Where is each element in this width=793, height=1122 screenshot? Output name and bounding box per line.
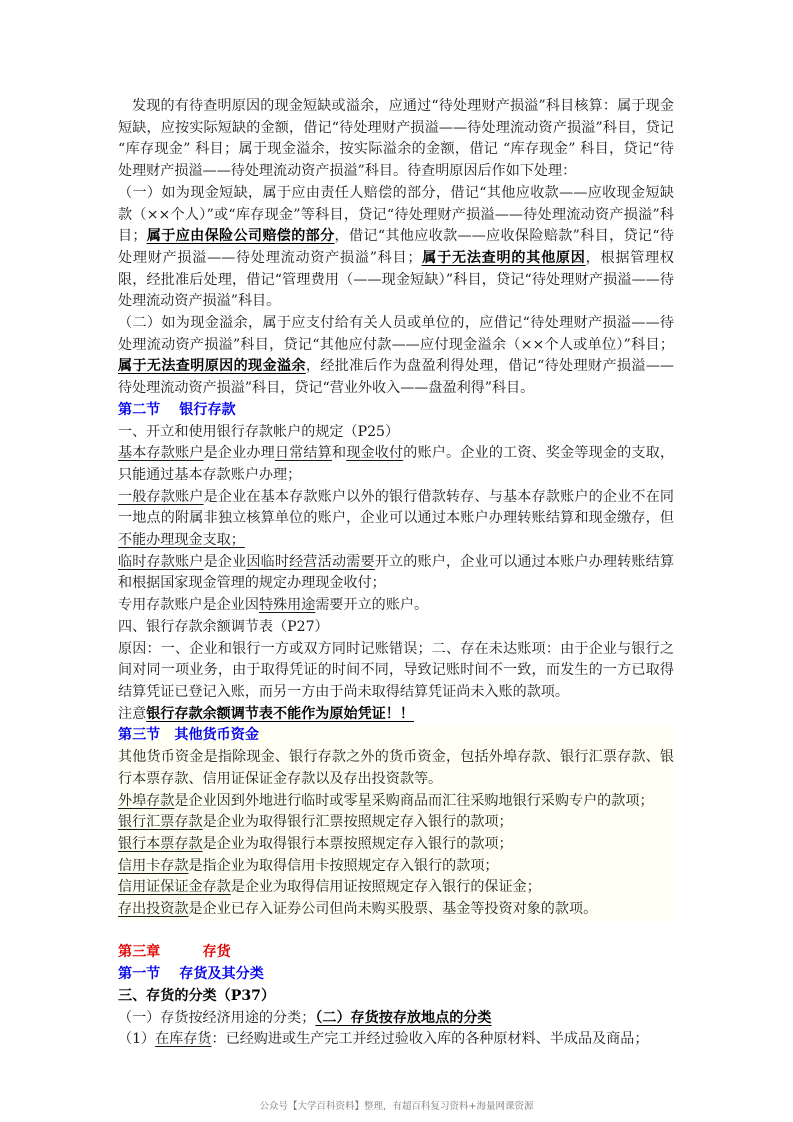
text-segment: 开立的账户，企业可以通过本账户办理转账结算和根据国家现金管理的规定办理现金收付； bbox=[118, 553, 675, 592]
text-segment: 四、银行存款余额调节表（P27） bbox=[118, 618, 329, 635]
text-segment: 是企业为取得信用证按照规定存入银行的保证金； bbox=[230, 879, 541, 896]
blank-line bbox=[118, 921, 674, 943]
text-segment: 专用存款账户是企业因 bbox=[118, 597, 259, 614]
text-segment: 是企业为取得银行汇票按照规定存入银行的款项； bbox=[202, 814, 513, 831]
footer-watermark: 公众号【大学百科资料】整理，有超百科复习资料+海量网课资源 bbox=[259, 1101, 534, 1112]
paragraph bbox=[118, 834, 674, 856]
emphasized-text: 特殊用途 bbox=[258, 597, 316, 614]
paragraph bbox=[118, 812, 674, 834]
text-segment: 是企业已存入证券公司但尚未购买股票、基金等投资对象的款项。 bbox=[188, 901, 598, 918]
text-segment: ，根据管理权限，经批准后处理，借记“管理费用（——现金短缺）”科目，贷记“待处理财产损溢——待处理流动资产损溢”科目。 bbox=[118, 249, 674, 310]
emphasized-text: （二）存货按存放地点的分类 bbox=[315, 1009, 492, 1026]
text-segment: 是企业办理 bbox=[203, 445, 275, 462]
emphasized-text: 银行存款余额调节表不能作为原始凭证！！ bbox=[146, 705, 414, 722]
emphasized-text: 现金收付 bbox=[346, 445, 404, 462]
text-segment: ：已经购进或生产完工并经过验收入库的各种原材料、半成品及商品； bbox=[211, 1031, 649, 1048]
text-segment: ，经批准后作为盘盈利得处理，借记“待处理财产损溢——待处理流动资产损溢”科目，贷记“营业外收入——盘盈利得”科目。 bbox=[118, 358, 675, 397]
emphasized-text: 银行汇票存款 bbox=[118, 814, 203, 831]
text-segment: 的账户。企业的工资、奖金等现金的支取，只能通过基本存款账户办理； bbox=[118, 445, 675, 483]
text-segment: （一）如为现金短缺，属于应由责任人赔偿的部分，借记“其他应收款——应收现金短缺款（××个人）”或“库存现金”等科目，贷记“待处理财产损溢——待处理流动资产损溢”科目； bbox=[118, 184, 674, 245]
emphasized-text: 三、存货的分类（P37） bbox=[118, 987, 276, 1004]
paragraph bbox=[118, 747, 674, 790]
text-segment: 一、开立和使用银行存款帐户的规定（P25） bbox=[118, 423, 400, 440]
paragraph bbox=[118, 487, 674, 552]
paragraph bbox=[118, 313, 674, 400]
emphasized-text: 存出投资款 bbox=[118, 901, 189, 918]
text-segment: 是企业在基本存款账户以外的银行借款转存、与基本存款账户的企业不在同一地点的附属非独立核算单位的账户，企业可以通过本账户办理转账结算和现金缴存，但 bbox=[118, 488, 675, 527]
text-segment: （一）存货按经济用途的分类； bbox=[118, 1009, 316, 1026]
emphasized-text: 一般存款账户 bbox=[118, 488, 204, 505]
paragraph bbox=[118, 725, 674, 747]
text-segment: 是企业 bbox=[203, 553, 247, 570]
emphasized-text: 属于无法查明原因的现金溢余 bbox=[118, 358, 306, 375]
text-segment: 和 bbox=[331, 445, 347, 462]
paragraph bbox=[118, 1029, 674, 1051]
document-body bbox=[118, 96, 674, 1051]
paragraph bbox=[118, 552, 674, 595]
text-segment: 原因：一、企业和银行一方或双方同时记账错误；二、存在未达账项：由于企业与银行之间对同一项业务，由于取得凭证的时间不同，导致记账时间不一致，而发生的一方已取得结算凭证已登记入账，而另一方由于尚未取得结算凭证尚未入账的款项。 bbox=[118, 640, 674, 700]
emphasized-text: 在库存货 bbox=[155, 1031, 212, 1048]
paragraph bbox=[118, 443, 674, 486]
text-segment: （1） bbox=[118, 1031, 156, 1048]
paragraph bbox=[118, 400, 674, 422]
paragraph bbox=[118, 595, 674, 617]
text-segment: 是企业因到外地进行临时或零星采购商品而汇往采购地银行采购专户的款项； bbox=[174, 792, 654, 809]
paragraph bbox=[118, 964, 674, 986]
text-segment: ，借记“其他应收款——应收保险赔款”科目，贷记“待处理财产损溢——待处理流动资产损溢”科目； bbox=[118, 228, 675, 266]
text-segment: 需要开立的账户。 bbox=[315, 597, 429, 614]
text-segment: 是企业为取得银行本票按照规定存入银行的款项； bbox=[202, 835, 513, 852]
paragraph bbox=[118, 791, 674, 813]
paragraph bbox=[118, 942, 674, 964]
emphasized-text: 因临时经营活动需要 bbox=[246, 553, 375, 570]
paragraph bbox=[118, 422, 674, 444]
emphasized-text: 属于无法查明的其他原因 bbox=[421, 249, 586, 266]
emphasized-text: 基本存款账户 bbox=[118, 445, 204, 462]
text-segment: 注意 bbox=[118, 705, 147, 722]
paragraph bbox=[118, 639, 674, 704]
paragraph bbox=[118, 856, 674, 878]
section-heading: 第一节 存货及其分类 bbox=[118, 966, 264, 983]
paragraph bbox=[118, 617, 674, 639]
text-segment: 是指企业为取得信用卡按照规定存入银行的款项； bbox=[188, 857, 499, 874]
emphasized-text: 信用卡存款 bbox=[118, 857, 189, 874]
paragraph bbox=[118, 986, 674, 1008]
text-segment: 发现的有待查明原因的现金短缺或溢余，应通过“待处理财产损溢”科目核算：属于现金短缺，应按实际短缺的金额，借记“待处理财产损溢——待处理流动资产损溢”科目，贷记 “库存现金” 科目；属于现金溢余，按实际溢余的金额，借记 “库存现金” 科目，贷记“待处理财产损溢——待处理流动资产损溢”科目。待查明原因后作如下处理： bbox=[118, 98, 674, 180]
paragraph bbox=[118, 877, 674, 899]
paragraph bbox=[118, 183, 674, 313]
paragraph bbox=[118, 899, 674, 921]
emphasized-text: 临时存款账户 bbox=[118, 553, 204, 570]
emphasized-text: 银行本票存款 bbox=[118, 835, 203, 852]
emphasized-text: 不能办理现金支取； bbox=[118, 532, 245, 549]
emphasized-text: 信用证保证金存款 bbox=[118, 879, 231, 896]
emphasized-text: 属于应由保险公司赔偿的部分 bbox=[146, 228, 335, 245]
paragraph bbox=[118, 704, 674, 726]
section-heading: 第二节 银行存款 bbox=[118, 401, 236, 418]
text-segment: 其他货币资金是指除现金、银行存款之外的货币资金，包括外埠存款、银行汇票存款、银行本票存款、信用证保证金存款以及存出投资款等。 bbox=[118, 749, 674, 787]
paragraph bbox=[118, 96, 674, 183]
section-heading: 第三节 其他货币资金 bbox=[118, 727, 259, 744]
emphasized-text: 日常结算 bbox=[274, 445, 332, 462]
emphasized-text: 外埠存款 bbox=[118, 792, 175, 809]
text-segment: （二）如为现金溢余，属于应支付给有关人员或单位的，应借记“待处理财产损溢——待处理流动资产损溢”科目，贷记“其他应付款——应付现金溢余（××个人或单位）”科目； bbox=[118, 315, 674, 353]
paragraph bbox=[118, 1008, 674, 1030]
section-heading: 第三章 存货 bbox=[118, 944, 231, 961]
